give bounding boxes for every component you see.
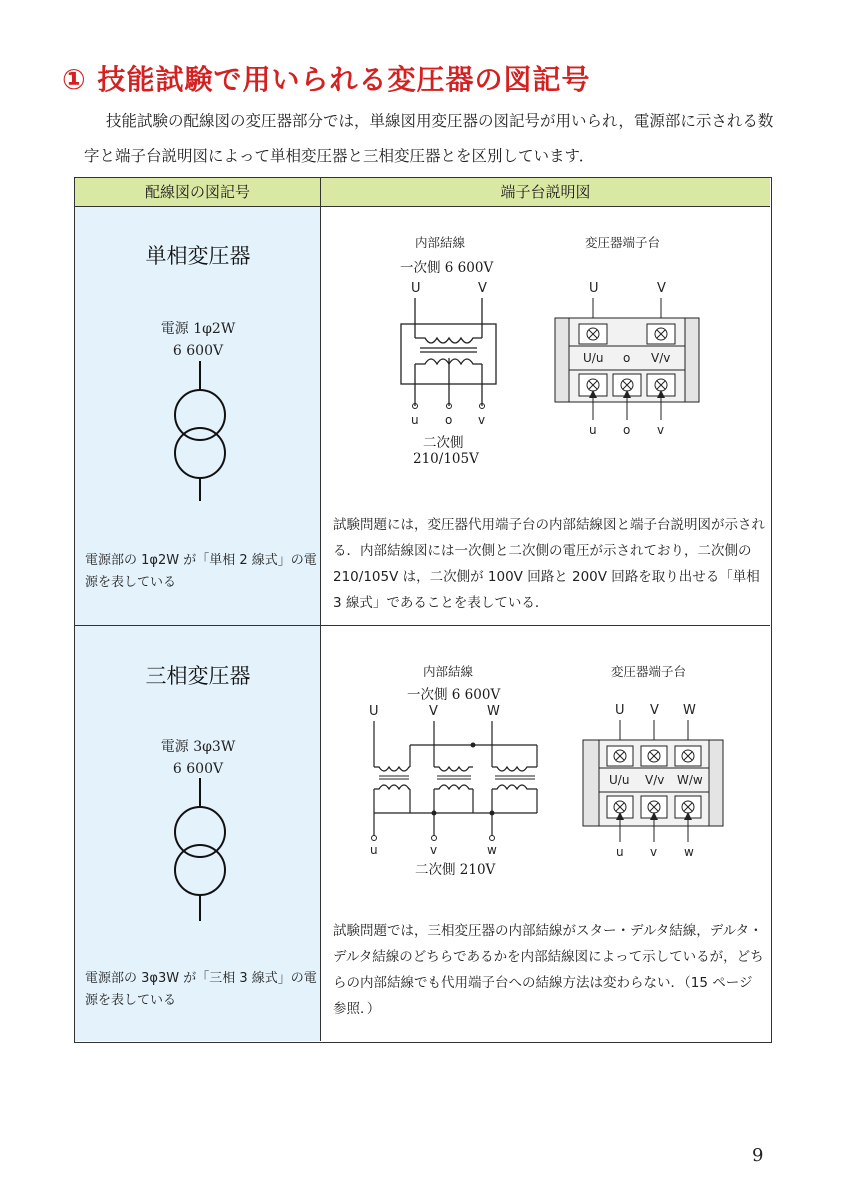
row-divider bbox=[75, 625, 770, 626]
three-block-top-W: W bbox=[683, 703, 696, 718]
three-block-top-V: V bbox=[650, 703, 659, 718]
page-number: 9 bbox=[752, 1145, 764, 1166]
three-block-mid-Ww: W/w bbox=[677, 773, 703, 787]
three-wiring-label-v: v bbox=[430, 843, 438, 857]
single-wiring-label-v: v bbox=[478, 413, 486, 427]
three-block-mid-Vv: V/v bbox=[645, 773, 665, 787]
single-wiring-label-u: u bbox=[411, 413, 419, 427]
three-wiring-label-U: U bbox=[369, 704, 379, 719]
three-block-bottom-v: v bbox=[650, 845, 658, 859]
page-title: ① 技能試験で用いられる変圧器の図記号 bbox=[62, 63, 591, 96]
three-wiring-label-V: V bbox=[429, 704, 438, 719]
single-block-top-U: U bbox=[589, 281, 599, 296]
single-wiring-label-o: o bbox=[445, 413, 453, 427]
single-block-bottom-o: o bbox=[623, 423, 631, 437]
single-source-label: 電源 1φ2W bbox=[160, 321, 236, 337]
single-wiring-label-U: U bbox=[411, 281, 421, 296]
single-block-mid-Uu: U/u bbox=[583, 351, 604, 365]
single-source-voltage: 6 600V bbox=[172, 343, 224, 359]
three-internal-wiring-diagram bbox=[365, 701, 545, 857]
three-transformer-symbol bbox=[165, 778, 235, 923]
three-block-bottom-u: u bbox=[616, 845, 624, 859]
single-terminal-label: 変圧器端子台 bbox=[585, 235, 661, 250]
single-internal-label: 内部結線 bbox=[415, 235, 466, 250]
three-source-voltage: 6 600V bbox=[172, 761, 224, 777]
single-block-top-V: V bbox=[657, 281, 666, 296]
column-header-terminal: 端子台説明図 bbox=[321, 178, 770, 207]
single-block-bottom-v: v bbox=[657, 423, 665, 437]
single-block-mid-Vv: V/v bbox=[651, 351, 671, 365]
single-block-bottom-u: u bbox=[589, 423, 597, 437]
single-secondary-voltage: 210/105V bbox=[413, 451, 479, 467]
intro-paragraph: 技能試験の配線図の変圧器部分では，単線図用変圧器の図記号が用いられ，電源部に示される数字と端子台説明図によって単相変圧器と三相変圧器とを区別しています． bbox=[84, 112, 774, 165]
single-transformer-symbol bbox=[165, 361, 235, 501]
three-note: 電源部の 3φ3W が「三相 3 線式」の電源を表している bbox=[85, 971, 317, 1008]
single-note: 電源部の 1φ2W が「単相 2 線式」の電源を表している bbox=[85, 553, 317, 590]
three-description: 試験問題では，三相変圧器の内部結線がスター・デルタ結線，デルタ・デルタ結線のどちらであるかを内部結線図によって示しているが，どちらの内部結線でも代用端子台への結線方法は変わらない．（15 ページ参照．） bbox=[333, 923, 764, 1017]
single-description: 試験問題には，変圧器代用端子台の内部結線図と端子台説明図が示される．内部結線図には一次側と二次側の電圧が示されており，二次側の 210/105V は，二次側が 100V 回路と 200V 回路を取り出せる「単相 3 線式」であることを表している． bbox=[333, 517, 765, 611]
single-phase-heading: 単相変圧器 bbox=[145, 244, 251, 268]
single-terminal-block-diagram bbox=[553, 276, 703, 436]
three-wiring-label-W: W bbox=[487, 704, 500, 719]
three-phase-heading: 三相変圧器 bbox=[145, 664, 251, 688]
transformer-table bbox=[74, 177, 772, 1043]
single-wiring-label-V: V bbox=[478, 281, 487, 296]
three-terminal-label: 変圧器端子台 bbox=[611, 664, 687, 679]
single-primary-voltage: 一次側 6 600V bbox=[400, 260, 494, 276]
column-header-symbol: 配線図の図記号 bbox=[75, 178, 321, 207]
single-block-mid-o: o bbox=[623, 351, 631, 365]
three-block-bottom-w: w bbox=[684, 845, 694, 859]
three-terminal-block-diagram bbox=[581, 700, 731, 860]
single-secondary-label: 二次側 bbox=[423, 435, 464, 451]
three-secondary-voltage: 二次側 210V bbox=[415, 862, 496, 878]
three-source-label: 電源 3φ3W bbox=[160, 739, 236, 755]
three-wiring-label-u: u bbox=[370, 843, 378, 857]
single-internal-wiring-diagram bbox=[395, 278, 505, 428]
three-primary-voltage: 一次側 6 600V bbox=[407, 687, 501, 703]
three-block-mid-Uu: U/u bbox=[609, 773, 630, 787]
three-internal-label: 内部結線 bbox=[423, 664, 474, 679]
three-block-top-U: U bbox=[615, 703, 625, 718]
three-wiring-label-w: w bbox=[487, 843, 497, 857]
